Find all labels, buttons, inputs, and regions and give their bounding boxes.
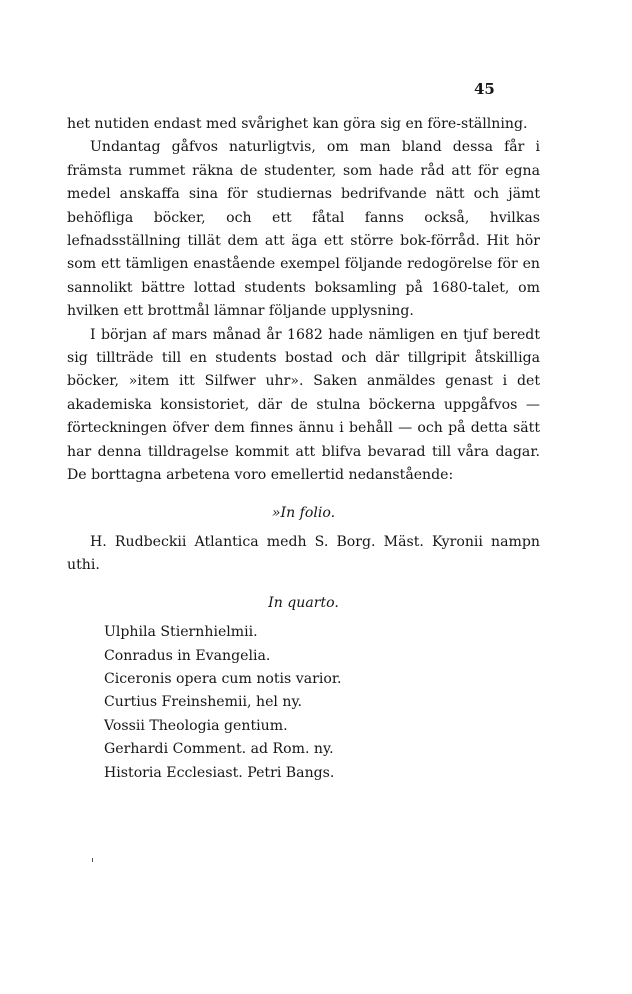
body-paragraph: Undantag gåfvos naturligtvis, om man bland dessa får i främsta rummet räkna de studenter, som hade råd att för egna medel anskaffa sina för studiernas bedrifvande nätt och jämt behöfliga böcker, och ett fåtal fanns också, hvilkas lefnadsställning tillät dem att äga ett större bok-förråd. Hit hör som ett tämligen enastående exempel följande redogörelse för en sannolikt bättre lottad students boksamling på 1680-talet, om hvilken ett brottmål lämnar följande upplysning. (67, 139, 540, 320)
list-item: Ulphila Stiernhielmii. (104, 624, 258, 641)
list-item: Vossii Theologia gentium. (104, 717, 288, 734)
list-item: Historia Ecclesiast. Petri Bangs. (104, 764, 335, 781)
section-heading-quarto: In quarto. (268, 594, 339, 611)
list-item: Ciceronis opera cum notis varior. (104, 670, 342, 687)
book-list (67, 621, 540, 785)
list-item: Curtius Freinshemii, hel ny. (104, 694, 303, 711)
body-paragraph: I början af mars månad år 1682 hade nämligen en tjuf beredt sig tillträde till en students bostad och där tillgripit åtskilliga böcker, »item itt Silfwer uhr». Saken anmäldes genast i det akademiska konsistoriet, där de stulna böckerna uppgåfvos — förteckningen öfver dem finnes ännu i behåll — och på detta sätt har denna tilldragelse kommit att blifva bevarad till våra dagar. De borttagna arbetena voro emellertid nedanstående: (67, 326, 540, 484)
section-heading-folio: »In folio. (271, 504, 336, 521)
list-item: Gerhardi Comment. ad Rom. ny. (104, 741, 334, 758)
print-mark (92, 858, 93, 862)
page-body (67, 113, 540, 785)
book-entry: H. Rudbeckii Atlantica medh S. Borg. Mäst. Kyronii nampn uthi. (67, 533, 540, 574)
body-paragraph: het nutiden endast med svårighet kan göra sig en före-ställning. (67, 116, 528, 132)
page-number: 45 (474, 80, 495, 98)
list-item: Conradus in Evangelia. (104, 647, 271, 664)
